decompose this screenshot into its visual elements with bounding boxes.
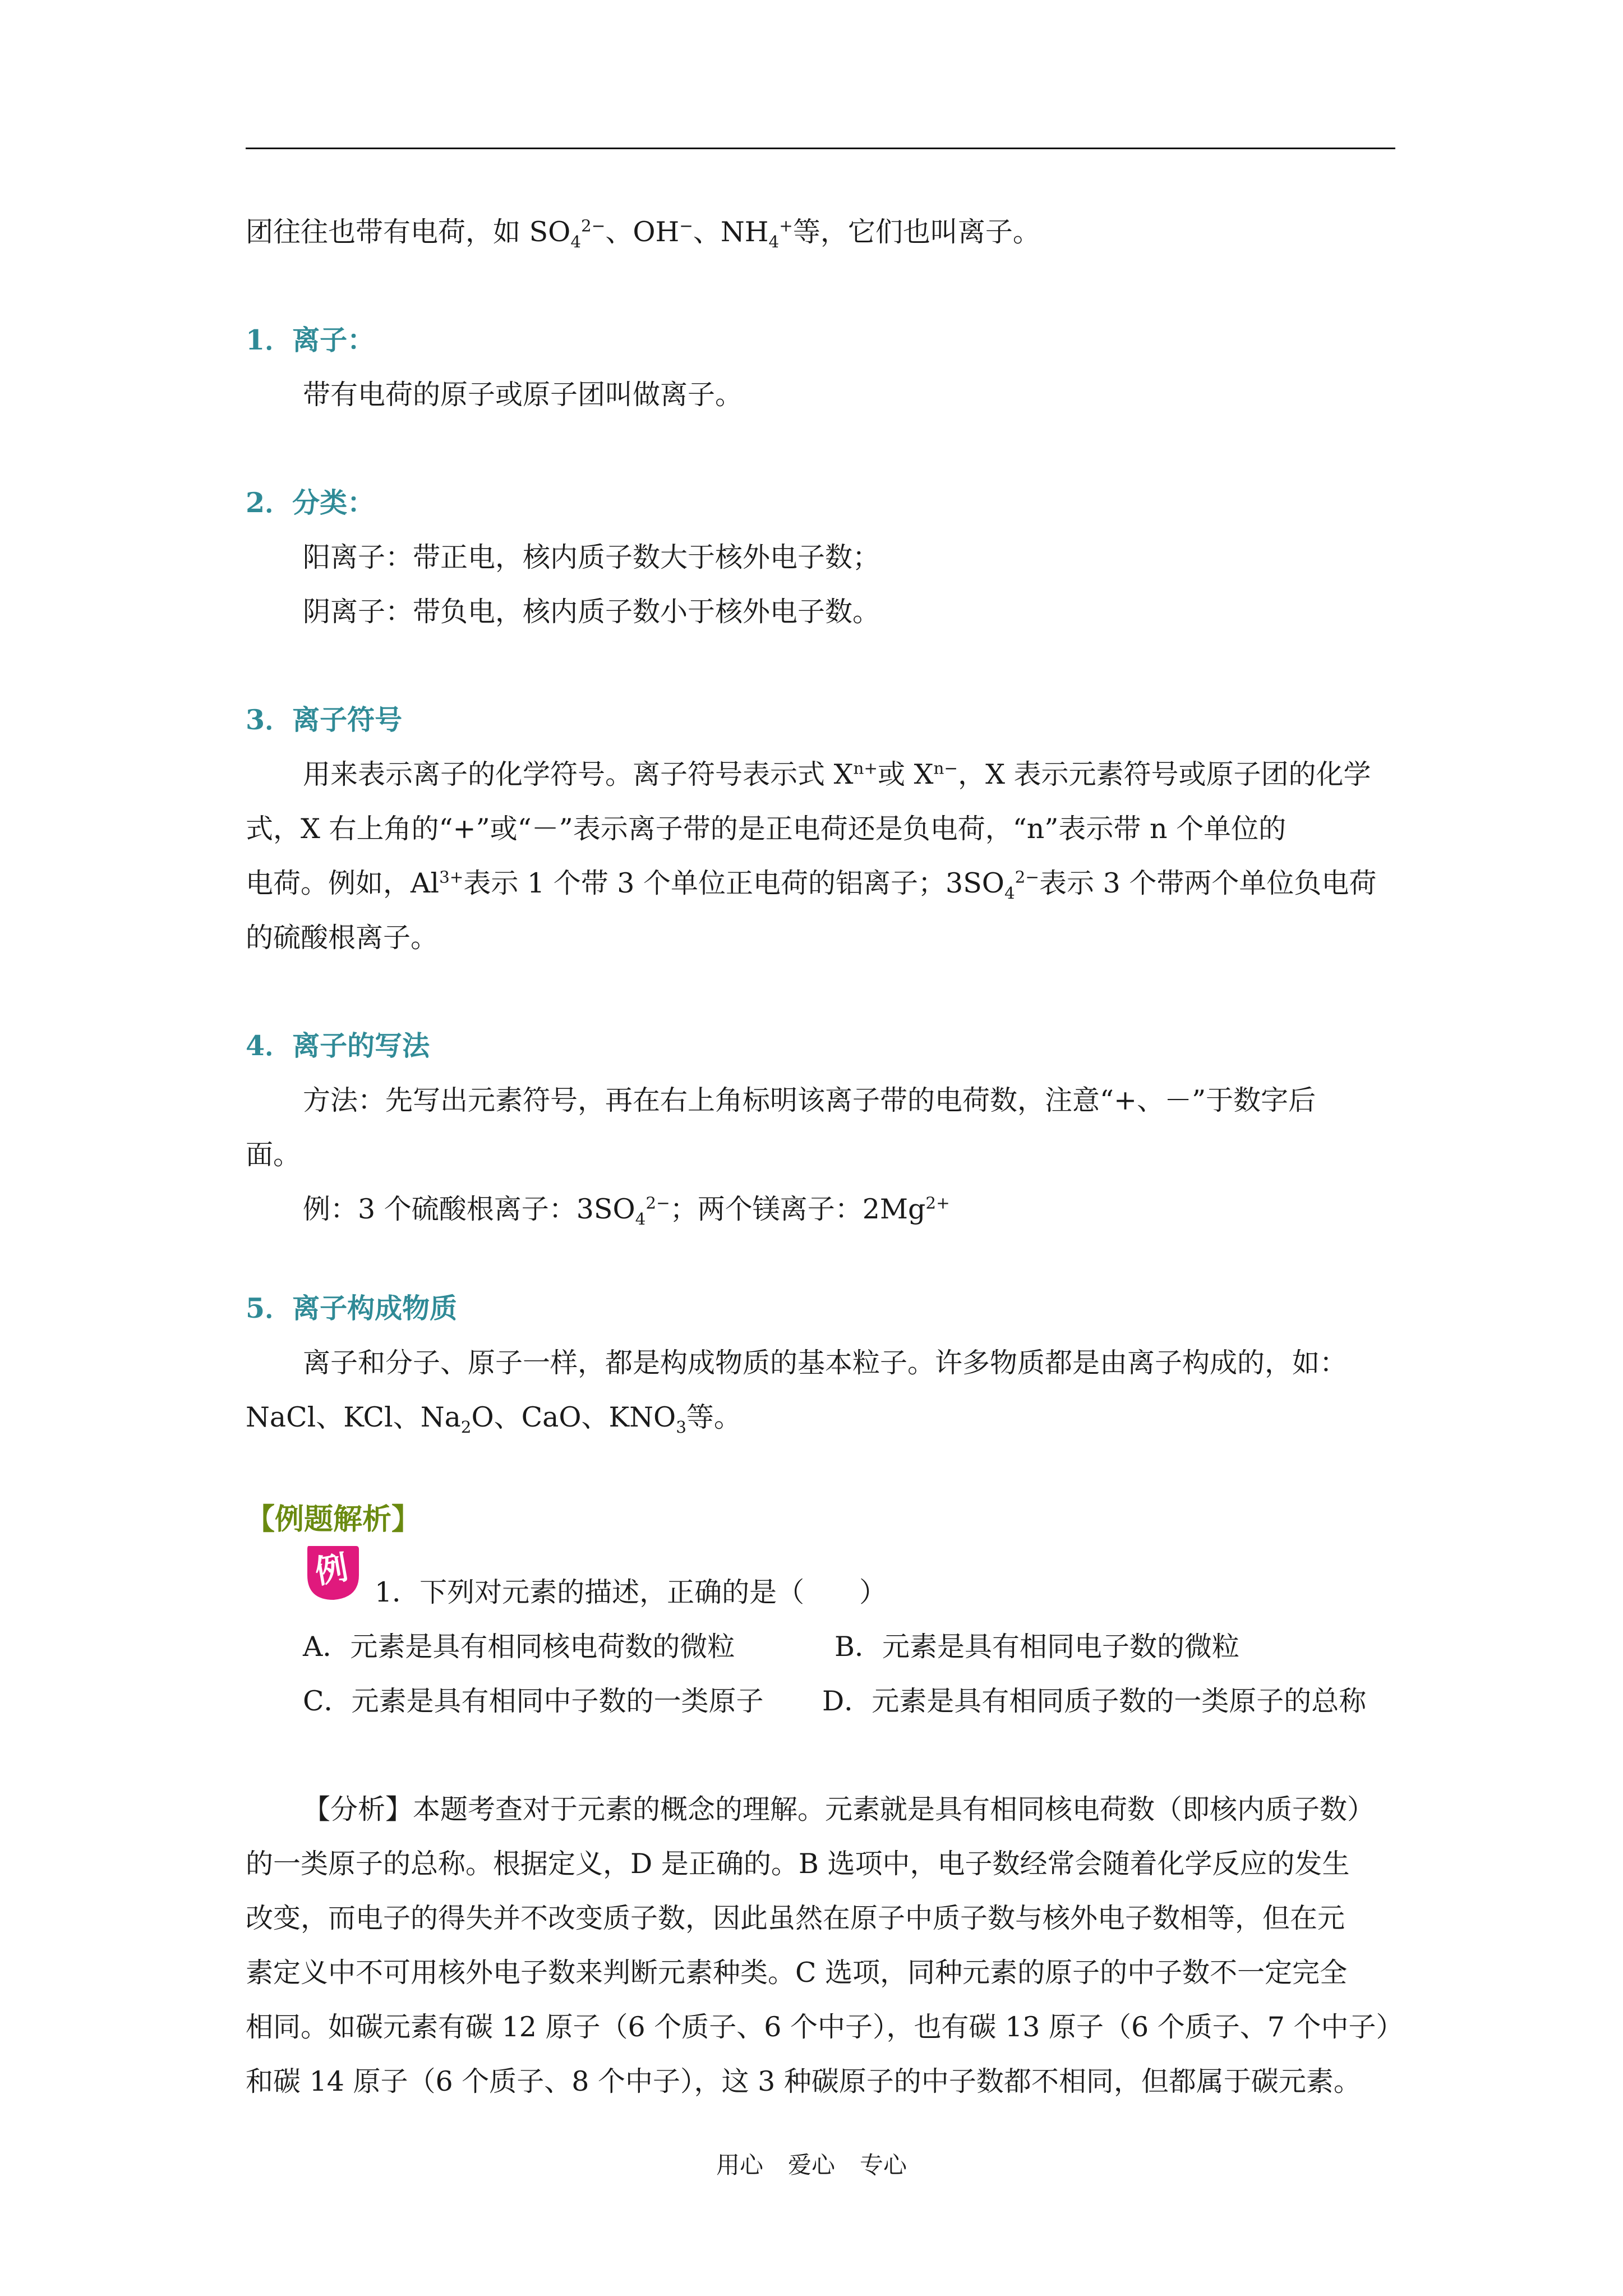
page-footer (0, 2148, 1623, 2182)
footer-word-2: 爱心 (787, 2151, 835, 2179)
analysis-line1: 【分析】本题考查对于元素的概念的理解。元素就是具有相同核电荷数（即核内质子数） (303, 1793, 1375, 1825)
section-1-title: 1．离子： (246, 324, 375, 356)
section-2-line2: 阴离子：带负电，核内质子数小于核外电子数。 (303, 596, 880, 628)
section-3-line1: 用来表示离子的化学符号。离子符号表示式 $X^{n+}$或 $X^{n-}$，X 表示元素符号或原子团的化学 (303, 758, 1371, 790)
section-3-line4: 的硫酸根离子。 (246, 922, 439, 954)
section-3-title: 3．离子符号 (246, 703, 403, 736)
option-c: C．元素是具有相同中子数的一类原子 (303, 1685, 764, 1717)
analysis-line6: 和碳 14 原子（6 个质子、8 个中子），这 3 种碳原子的中子数都不相同，但都属于碳元素。 (246, 2065, 1361, 2097)
option-a: A．元素是具有相同核电荷数的微粒 (303, 1631, 735, 1663)
section-3-line3: 电荷。例如，$Al^{3+}$表示 1 个带 3 个单位正电荷的铝离子；$3SO_4^{2-}$表示 3 个带两个单位负电荷 (246, 867, 1377, 903)
option-d: D．元素是具有相同质子数的一类原子的总称 (822, 1685, 1367, 1717)
svg-text:例: 例 (312, 1548, 351, 1591)
section-5-title: 5．离子构成物质 (246, 1292, 458, 1324)
option-b: B．元素是具有相同电子数的微粒 (834, 1631, 1240, 1663)
section-5-line1: 离子和分子、原子一样，都是构成物质的基本粒子。许多物质都是由离子构成的，如： (303, 1347, 1348, 1379)
analysis-line4: 素定义中不可用核外电子数来判断元素种类。C 选项，同种元素的原子的中子数不一定完全 (246, 1957, 1348, 1989)
section-4-line1: 方法：先写出元素符号，再在右上角标明该离子带的电荷数，注意“+、－”于数字后 (303, 1084, 1316, 1116)
footer-word-3: 专心 (860, 2151, 907, 2179)
analysis-line5: 相同。如碳元素有碳 12 原子（6 个质子、6 个中子），也有碳 13 原子（6 个质子、7 个中子） (246, 2011, 1404, 2043)
section-3-line2: 式，X 右上角的“+”或“－”表示离子带的是正电荷还是负电荷，“n”表示带 n 个单位的 (246, 813, 1287, 845)
section-4-line2: 面。 (246, 1139, 301, 1171)
section-5-line2: NaCl、KCl、$Na_2O$、CaO、$KNO_3$等。 (246, 1401, 741, 1437)
example-badge-icon (303, 1542, 362, 1603)
section-2-line1: 阳离子：带正电，核内质子数大于核外电子数； (303, 541, 880, 573)
analysis-line2: 的一类原子的总称。根据定义，D 是正确的。B 选项中，电子数经常会随着化学反应的发生 (246, 1848, 1350, 1880)
section-2-title: 2．分类： (246, 486, 375, 519)
section-4-line3: 例：3 个硫酸根离子：$3SO_4^{2-}$；两个镁离子：$2Mg^{2+}$ (303, 1193, 950, 1228)
analysis-line3: 改变，而电子的得失并不改变质子数，因此虽然在原子中质子数与核外电子数相等，但在元 (246, 1902, 1345, 1934)
example-question: 1．下列对元素的描述，正确的是（ ） (375, 1576, 887, 1608)
header-rule (246, 148, 1395, 149)
section-1-text: 带有电荷的原子或原子团叫做离子。 (303, 379, 743, 411)
intro-line: 团往往也带有电荷，如 $SO_4^{2-}$、OH−、$NH_4^+$等，它们也叫离子。 (246, 216, 1040, 251)
section-4-title: 4．离子的写法 (246, 1029, 430, 1062)
example-section-label: 【例题解析】 (246, 1502, 421, 1536)
footer-word-1: 用心 (716, 2151, 763, 2179)
